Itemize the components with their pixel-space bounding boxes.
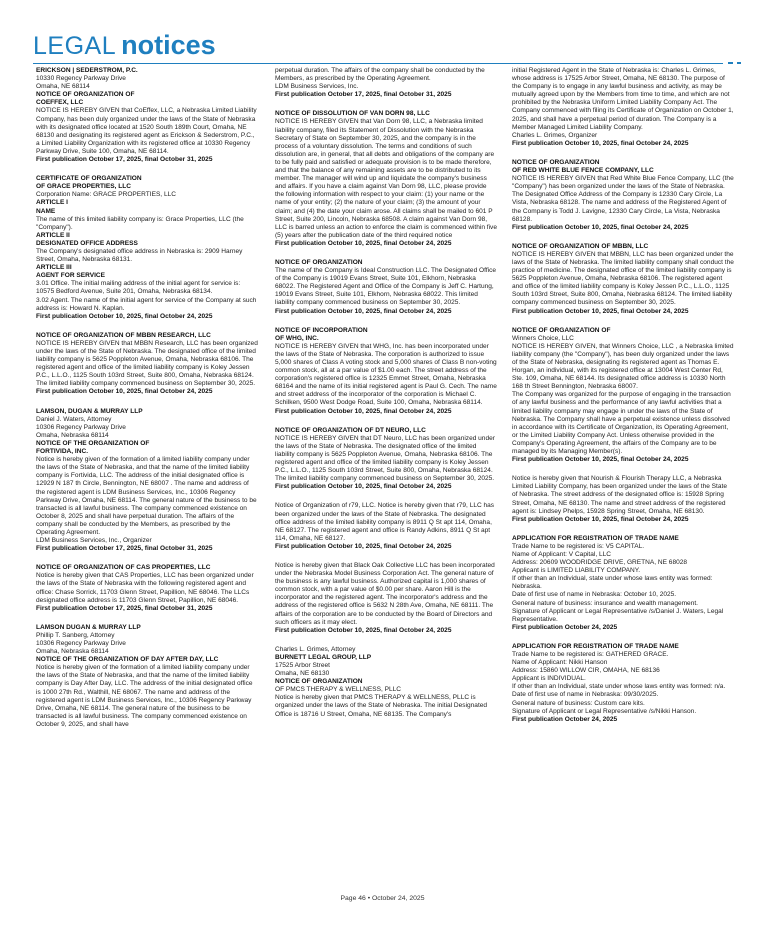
- column-right: [512, 67, 734, 735]
- notice-text: Notice is hereby given of the formation of a limited liability company under the laws of the State of Nebraska, and that the name of the limited liability company is Day After Day, LLC. The address of the initial designated office is 1000 27th Rd., Walthill, NE 68067. The name and address of the registered agent is LDM Business Services, Inc., 10306 Regency Parkway Drive, Omaha, NE 68114. The general nature of the business to be transacted is all lawful business. The company commenced existence on October 9, 2025, and shall have: [36, 664, 253, 728]
- notice-heading: First publication October 17, 2025, final October 31, 2025: [275, 91, 452, 99]
- notice-text: 10306 Regency Parkway Drive: [36, 640, 126, 647]
- notice-text: NOTICE IS HEREBY GIVEN, that Winners Choice, LLC , a Nebraska limited liability company (the "Company"), has been duly organized under the laws of the State of Nebraska, designating its registered agent as Thomas E. Horgan, an individual, with its registered office at 13004 West Center Rd, Ste. 109, Omaha, NE 68144. Its designated office address is 10330 North 168 th Street Bennington, Nebraska 68007.: [512, 342, 734, 391]
- notice-heading: First publication October 10, 2025, final October 24, 2025: [275, 483, 452, 491]
- notice-heading: First publication October 10, 2025, final October 24, 2025: [36, 312, 213, 320]
- notice-text: Name of Applicant: Nikki Hanson: [512, 659, 608, 667]
- notice-text: Charles L. Grimes, Attorney: [275, 645, 356, 653]
- notice-heading: LAMSON DUGAN & MURRAY LLP: [36, 623, 141, 631]
- notice-text: Notice is hereby given that Nourish & Flourish Therapy LLC, a Nebraska Limited Liability Company, has been organized under the laws of the State of Nebraska. The street address of the designated office is: 15928 Spring Street, Omaha, NE 68130. The name and street address of the registered agent is: Lindsey Phelps, 15928 Spring Street, Omaha, NE 68130.: [512, 475, 727, 515]
- notice-text: The Company was organized for the purpose of engaging in the transaction of any lawful business and the performance of any lawful activities that a limited liability company may engage in under the laws of the State of Nebraska. The Company shall have a perpetual existence unless dissolved in accordance with its Certificate of Organization, its Operating Agreement, or the Limited Liability Company Act. Unless otherwise provided in the Company's Operating Agreement, the affairs of the Company are to be managed by its Managing Member(s).: [512, 391, 731, 456]
- notice-heading: NOTICE OF ORGANIZATION OF: [36, 91, 135, 99]
- notice-text: General nature of business: Custom care kits.: [512, 699, 645, 707]
- notice-text: Trade Name to be registered is: V5 CAPITAL.: [512, 542, 645, 550]
- notice-heading: NOTICE OF ORGANIZATION OF MBBN RESEARCH, LLC: [36, 331, 211, 339]
- notice-text: Date of first use of name in Nebraska: 09/30/2025.: [512, 691, 659, 699]
- notice-heading: First publication October 17, 2025, final October 31, 2025: [36, 604, 213, 612]
- notice-heading: NOTICE OF THE ORGANIZATION OF DAY AFTER DAY, LLC: [36, 656, 219, 664]
- legal-notice: [36, 175, 258, 321]
- notice-text: Applicant is LIMITED LIABILITY COMPANY.: [512, 567, 641, 575]
- notice-text: Address: 20609 WOODRIDGE DRIVE, GRETNA, NE 68028: [512, 559, 688, 567]
- legal-notice: [512, 643, 734, 724]
- legal-notice: [275, 259, 497, 316]
- notice-heading: First publication October 10, 2025, final October 24, 2025: [36, 388, 213, 396]
- legal-notice: [36, 67, 258, 164]
- notice-text: Notice is hereby given that CAS Properties, LLC has been organized under the laws of the State of Nebraska with the following registered agent and office: Chase Sorrick, 11703 Glenn Street, Papillion, NE 68046. The LLCs designated office address is 11703 Glenn Street, Papillion, NE 68046.: [36, 572, 254, 604]
- notice-heading: NOTICE OF DISSOLUTION OF VAN DORN 98, LLC: [275, 110, 430, 118]
- notice-heading: CERTIFICATE OF ORGANIZATION: [36, 175, 142, 183]
- legal-notice: [36, 332, 258, 397]
- legal-notice: [512, 159, 734, 232]
- notice-heading: NOTICE OF ORGANIZATION: [275, 678, 363, 686]
- legal-notice: [275, 110, 497, 248]
- legal-notice: [512, 327, 734, 465]
- notice-text: Notice of Organization of r79, LLC. Notice is hereby given that r79, LLC has been organized under the laws of the State of Nebraska. The designated office address of the limited liability company is 8911 Q St apt 114, Omaha, NE 68127. The registered agent and office is Randy Adkins, 8911 Q St apt 114, Omaha, NE 68127.: [275, 502, 495, 542]
- notice-text: If other than an Individual, state under whose laws entity was formed: n/a.: [512, 683, 726, 691]
- legal-notice: [512, 243, 734, 316]
- legal-notice: [512, 67, 734, 148]
- notice-heading: First publication October 10, 2025, final October 24, 2025: [512, 456, 689, 464]
- notice-text: 3.02 Agent. The name of the initial agent for service of the Company at such address is: Howard N. Kaplan.: [36, 296, 257, 312]
- notice-heading: First publication October 10, 2025, final October 24, 2025: [275, 239, 452, 247]
- notice-heading: First publication October 10, 2025, final October 24, 2025: [275, 307, 452, 315]
- page-footer: Page 46 • October 24, 2025: [340, 895, 425, 902]
- notice-text: Winners Choice, LLC: [512, 334, 574, 342]
- masthead-notices: notices: [121, 30, 216, 60]
- notice-heading: First publication October 10, 2025, final October 24, 2025: [512, 307, 689, 315]
- notice-heading: NOTICE OF THE ORGANIZATION OF: [36, 439, 150, 447]
- legal-notice: [275, 427, 497, 492]
- notice-text: NOTICE IS HEREBY GIVEN that Van Dorn 98, LLC, a Nebraska limited liability company, filed its Statement of Dissolution with the Nebraska Secretary of State on September 30, 2025, and the company is in the process of a voluntary dissolution. The terms and conditions of such dissolution are, in general, that all debts and obligations of the company are to be fully paid and satisfied or adequate provision is to be made therefore, and that the balance of any remaining assets are to be distributed to its member. The manager will wind up and liquidate the company's business and affairs. If you have a claim against Van Dorn 98, LLC, please provide the following information with respect to your claim: (1) your name or the name of your entity; (2) the nature of your claim; (3) the amount of your claim; and (4) the date your claim arose. All claims shall be mailed to 601 P Street, Suite 200, Lincoln, Nebraska 68508. A claim against Van Dorn 98, LLC is barred unless an action to enforce the claim is commenced within five (5) years after the publication date of the third required notice: [275, 118, 497, 239]
- notice-text: Daniel J. Waters, Attorney: [36, 415, 112, 423]
- notice-text: 10330 Regency Parkway Drive: [36, 75, 126, 83]
- notice-heading: NOTICE OF ORGANIZATION OF CAS PROPERTIES, LLC: [36, 564, 211, 572]
- notice-text: Date of first use of name in Nebraska: October 10, 2025.: [512, 591, 677, 599]
- column-middle: [275, 67, 497, 730]
- notice-text: LDM Business Services, Inc.: [275, 83, 359, 91]
- notice-text: Corporation Name: GRACE PROPERTIES, LLC: [36, 191, 176, 199]
- notice-text: 17525 Arbor Street: [275, 662, 330, 669]
- masthead-rule-dash: [737, 62, 741, 64]
- notice-text: OF PMCS THERAPY & WELLNESS, PLLC: [275, 686, 402, 694]
- notice-heading: NOTICE OF ORGANIZATION OF DT NEURO, LLC: [275, 426, 426, 434]
- notice-text: Omaha, Nebraska 68114: [36, 648, 109, 656]
- notice-text: initial Registered Agent in the State of Nebraska is: Charles L. Grimes, whose address is 17525 Arbor Street, Omaha, NE 68130. The purpose of the Company is to engage in any lawful business and activity, as may be mutually agreed upon by the Members from time to time, and which are not prohibited by the Nebraska Uniform Limited Liability Company Act. The Company commenced with filing its Certificate of Organization on October 1, 2025, and shall have a perpetual period of duration. The Company is a Member Managed Limited Liability Company.: [512, 67, 734, 131]
- notice-text: NOTICE IS HEREBY GIVEN that MBBN, LLC has been organized under the laws of the State of Nebraska. The limited liability company shall conduct the practice of medicine. The designated office of the limited liability company is 5625 Poppleton Avenue, Omaha, Nebraska 68106. The registered agent and office of the limited liability company is Koley Jessen P.C., L.L.O., 1125 South 103rd Street, Suite 800, Omaha, Nebraska 68124. The limited liability company commenced business on September 30, 2025.: [512, 250, 734, 307]
- legal-notice: [275, 327, 497, 416]
- notice-heading: OF RED WHITE BLUE FENCE COMPANY, LLC: [512, 167, 654, 175]
- masthead-legal: LEGAL: [33, 32, 117, 60]
- notice-heading: NOTICE OF ORGANIZATION: [512, 158, 600, 166]
- notice-text: Applicant is INDIVIDUAL.: [512, 675, 586, 683]
- notice-text: Charles L. Grimes, Organizer: [512, 131, 598, 139]
- notice-text: The name of this limited liability company is: Grace Properties, LLC (the "Company").: [36, 215, 244, 231]
- notice-heading: OF GRACE PROPERTIES, LLC: [36, 183, 131, 191]
- column-left: [36, 67, 258, 740]
- notice-text: 3.01 Office. The initial mailing address of the initial agent for service is: 10575 Bedford Avenue, Suite 201, Omaha, Nebraska 68134.: [36, 280, 241, 296]
- notice-heading: First publication October 10, 2025, final October 24, 2025: [512, 223, 689, 231]
- notice-text: Notice is hereby given of the formation of a limited liability company under the laws of the State of Nebraska, and that the name of the limited liability company is Fortivida, LLC. The address of the initial designated office is 12929 N 187 th Circle, Bennington, NE 68007 . The name and address of the registered agent is LDM Business Services, Inc., 10306 Regency Parkway Drive, Omaha, NE 68114. The general nature of the business to be transacted is all lawful business. The company commenced existence on October 8, 2025 and shall have perpetual duration. The affairs of the company shall be conducted by the Members, as prescribed by the Operating Agreement.: [36, 456, 257, 536]
- notice-text: Trade Name to be registered is: GATHERED GRACE.: [512, 651, 669, 658]
- legal-notice: [275, 502, 497, 551]
- legal-notice: [36, 564, 258, 613]
- notice-text: 10306 Regency Parkway Drive: [36, 423, 126, 431]
- notice-text: The Company's designated office address in Nebraska is: 2909 Harney Street, Omaha, Nebraska 68131.: [36, 247, 243, 264]
- notice-heading: NOTICE OF INCORPORATION: [275, 326, 368, 334]
- legal-notice: [275, 67, 497, 99]
- notice-text: Signature of Applicant or Legal Representative /s/Daniel J. Waters, Legal Representative.: [512, 607, 724, 623]
- notice-heading: OF WHG, INC.: [275, 334, 319, 342]
- notice-heading: First publication October 24, 2025: [512, 623, 618, 631]
- notice-text: Address: 15860 WILLOW CIR, OMAHA, NE 68136: [512, 667, 660, 675]
- notice-text: If other than an Individual, state under whose laws entity was formed: Nebraska.: [512, 575, 713, 591]
- masthead: [33, 30, 216, 66]
- notice-text: Omaha, NE 68130: [275, 670, 330, 678]
- notice-text: Notice is hereby given that PMCS THERAPY & WELLNESS, PLLC is organized under the laws of the State of Nebraska. The initial Designated Office is 18716 U Street, Omaha, NE 68135. The Company's: [275, 694, 488, 718]
- notice-heading: First publication October 24, 2025: [512, 715, 618, 723]
- notice-heading: First publication October 10, 2025, final October 24, 2025: [512, 139, 689, 147]
- notice-text: Signature of Applicant or Legal Representative /s/Nikki Hanson.: [512, 707, 697, 715]
- notice-heading: AGENT FOR SERVICE: [36, 272, 105, 280]
- notice-heading: First publication October 10, 2025, final October 24, 2025: [275, 542, 452, 550]
- notice-heading: First publication October 17, 2025, final October 31, 2025: [36, 545, 213, 553]
- notice-heading: COEFFEX, LLC: [36, 99, 84, 107]
- notice-heading: LAMSON, DUGAN & MURRAY LLP: [36, 407, 143, 415]
- notice-text: Omaha, Nebraska 68114: [36, 431, 109, 439]
- notice-heading: NOTICE OF ORGANIZATION: [275, 258, 363, 266]
- notice-heading: NAME: [36, 207, 56, 215]
- notice-heading: NOTICE OF ORGANIZATION OF MBBN, LLC: [512, 242, 649, 250]
- notice-heading: First publication October 17, 2025, final October 31, 2025: [36, 156, 213, 164]
- notice-heading: FORTIVIDA, INC.: [36, 448, 89, 456]
- notice-heading: BURNETT LEGAL GROUP, LLP: [275, 653, 372, 661]
- notice-heading: First publication October 10, 2025, final October 24, 2025: [275, 407, 452, 415]
- notice-heading: APPLICATION FOR REGISTRATION OF TRADE NAME: [512, 642, 679, 650]
- notice-heading: ARTICLE II: [36, 231, 70, 239]
- masthead-rule: [33, 63, 723, 64]
- notice-text: Notice is hereby given that Black Oak Collective LLC has been incorporated under the Nebraska Model Business Corporation Act. The general nature of the business is any lawful business. Authorized capital is 1,000 shares of common stock, with a par value of $0.00 per share. Aaron Hill is the incorporator and the registered agent. The incorporator's address and the address of the registered office is 5632 N 28th Ave, Omaha, NE 68111. The affairs of the corporation are to be conducted by the Board of Directors and such officers as it may elect.: [275, 561, 495, 626]
- notice-text: Name of Applicant: V Capital, LLC: [512, 550, 611, 558]
- legal-notice: [512, 535, 734, 632]
- notice-text: Omaha, NE 68114: [36, 83, 90, 91]
- notice-text: General nature of business: insurance and wealth management.: [512, 599, 698, 607]
- masthead-rule-dash: [728, 62, 733, 64]
- notice-heading: ARTICLE III: [36, 264, 72, 272]
- notice-text: NOTICE IS HEREBY GIVEN that WHG, Inc. has been incorporated under the laws of the State of Nebraska. The corporation is authorized to issue 5,000 shares of Class A voting stock and 5,000 shares of Class B non-voting common stock, all at a par value of $1.00 each. The street address of the corporation's registered office is 12325 Emmet Street, Omaha, Nebraska 68164 and the name of its initial registered agent is Paul G. Cech. The name and street address of the incorporator of the corporation is Michael C. Schilken, 9500 West Dodge Road, Suite 100, Omaha, Nebraska 68114.: [275, 342, 497, 407]
- notice-heading: ARTICLE I: [36, 199, 69, 207]
- legal-notice: [36, 408, 258, 554]
- notice-text: NOTICE IS HEREBY GIVEN that DT Neuro, LLC has been organized under the laws of the State of Nebraska. The designated office of the limited liability company is 5625 Poppleton Avenue, Omaha, Nebraska 68106. The registered agent and office of the limited liability company is Koley Jessen P.C., L.L.O., 1125 South 103rd Street, Suite 800, Omaha, Nebraska 68124. The limited liability company commenced business on September 30, 2025.: [275, 434, 495, 483]
- notice-text: Phillip T. Sanberg, Attorney: [36, 631, 115, 639]
- notice-heading: ERICKSON | SEDERSTROM, P.C.: [36, 67, 138, 74]
- legal-notice: [275, 562, 497, 635]
- notice-text: LDM Business Services, Inc., Organizer: [36, 537, 152, 545]
- legal-notice: [512, 475, 734, 524]
- notice-text: perpetual duration. The affairs of the company shall be conducted by the Members, as prescribed by the Operating Agreement.: [275, 67, 485, 83]
- notice-text: NOTICE IS HEREBY GIVEN that CoEffex, LLC, a Nebraska Limited Liability Company, has been duly organized under the laws of the State of Nebraska with its designated office located at 1520 South 189th Court, Omaha, NE 68130 and designating its registered agent as Erickson & Sederstrom, P.C., a Limited Liability Organization with its registered office at 10330 Regency Parkway Drive, Suite 100, Omaha, NE 68114.: [36, 107, 257, 155]
- notice-heading: APPLICATION FOR REGISTRATION OF TRADE NAME: [512, 534, 679, 542]
- legal-notice: [36, 624, 258, 729]
- notice-text: The name of the Company is Ideal Construction LLC. The Designated Office of the Company is 19019 Evans Street, Suite 101, Elkhorn, Nebraska 68022. The Registered Agent and Office of the Company is Jeff C. Hartung, 19019 Evans Street, Suite 101, Elkhorn, Nebraska 68022. This limited liability company commenced business on September 30, 2025.: [275, 267, 497, 307]
- notice-text: NOTICE IS HEREBY GIVEN that MBBN Research, LLC has been organized under the laws of the State of Nebraska. The designated office of the limited liability company is 5625 Poppleton Avenue, Omaha, Nebraska 68106. The registered agent and office of the limited liability company is Koley Jessen P.C., L.L.O., 1125 South 103rd Street, Suite 800, Omaha, Nebraska 68124. The limited liability company commenced business on September 30, 2025.: [36, 339, 258, 388]
- notice-heading: DESIGNATED OFFICE ADDRESS: [36, 239, 138, 247]
- notice-text: NOTICE IS HEREBY GIVEN that Red White Blue Fence Company, LLC (the "Company") has been organized under the laws of the State of Nebraska. The Designated Office Address of the Company is 12330 Cary Circle, La Vista, Nebraska 68128. The name and address of the Registered Agent of the Company is Todd J. Lavigne, 12330 Cary Circle, La Vista, Nebraska 68128.: [512, 175, 734, 223]
- legal-notice: [275, 646, 497, 719]
- notice-heading: First publication October 10, 2025, final October 24, 2025: [512, 515, 689, 523]
- notices-columns: [33, 67, 733, 902]
- notice-heading: First publication October 10, 2025, final October 24, 2025: [275, 626, 452, 634]
- notice-heading: NOTICE OF ORGANIZATION OF: [512, 326, 611, 334]
